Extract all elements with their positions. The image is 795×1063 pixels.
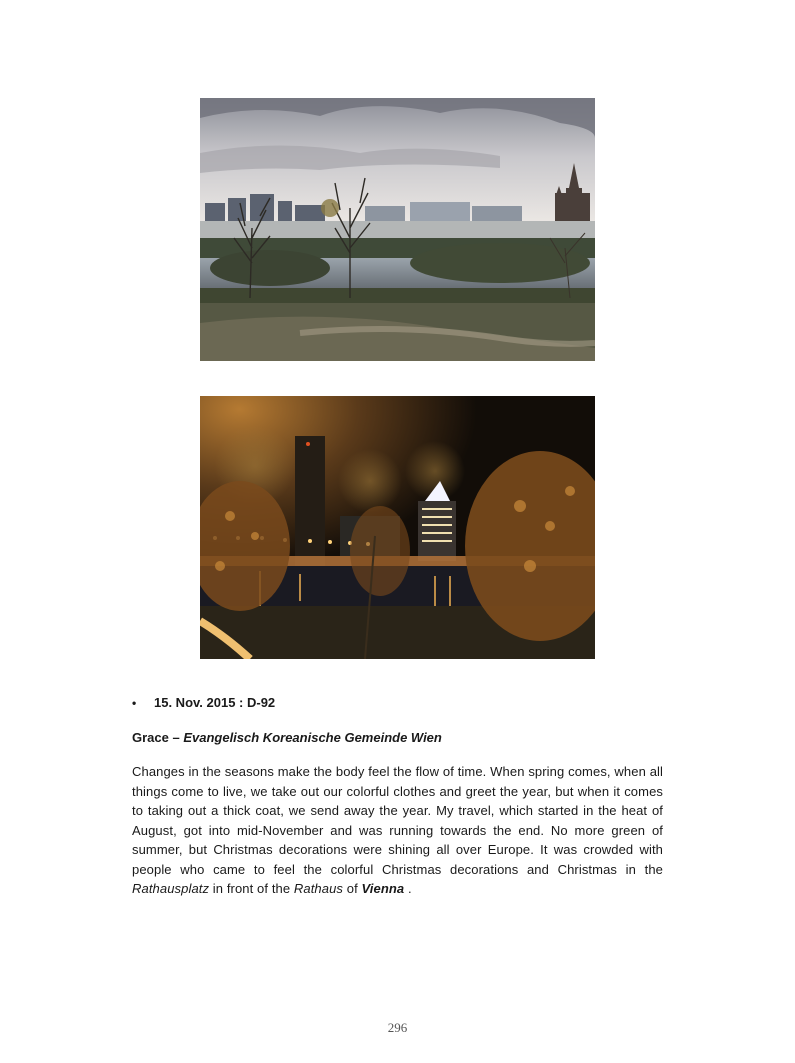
subheading bbox=[132, 730, 442, 745]
riverside-night-photo bbox=[200, 396, 595, 659]
body-text-of: of bbox=[343, 881, 362, 896]
subheading-name: Grace – bbox=[132, 730, 184, 745]
body-paragraph bbox=[132, 762, 663, 899]
body-text-end: . bbox=[404, 881, 412, 896]
bullet-marker: • bbox=[132, 696, 137, 710]
body-text-main: Changes in the seasons make the body feel the flow of time. When spring comes, when all things come to live, we take out our colorful clothes and greet the year, but when it comes to taking out a thick coat, we send away the year. My travel, which started in the heat of August, got into mid-November and was running towards the end. No more green of summer, but Christmas decorations were shining all over Europe. It was crowded with people who came to feel the colorful Christmas decorations and Christmas in the bbox=[132, 764, 663, 877]
city-vienna: Vienna bbox=[361, 881, 405, 896]
entry-date-label: 15. Nov. 2015 : D-92 bbox=[154, 695, 276, 710]
body-text-mid: in front of the bbox=[209, 881, 294, 896]
page-number: 296 bbox=[387, 1020, 408, 1035]
entry-date-bullet bbox=[132, 695, 275, 710]
place-rathaus: Rathaus bbox=[293, 881, 344, 896]
subheading-church: Evangelisch Koreanische Gemeinde Wien bbox=[183, 730, 442, 745]
riverside-dusk-photo bbox=[200, 98, 595, 361]
place-rathausplatz: Rathausplatz bbox=[132, 881, 210, 896]
